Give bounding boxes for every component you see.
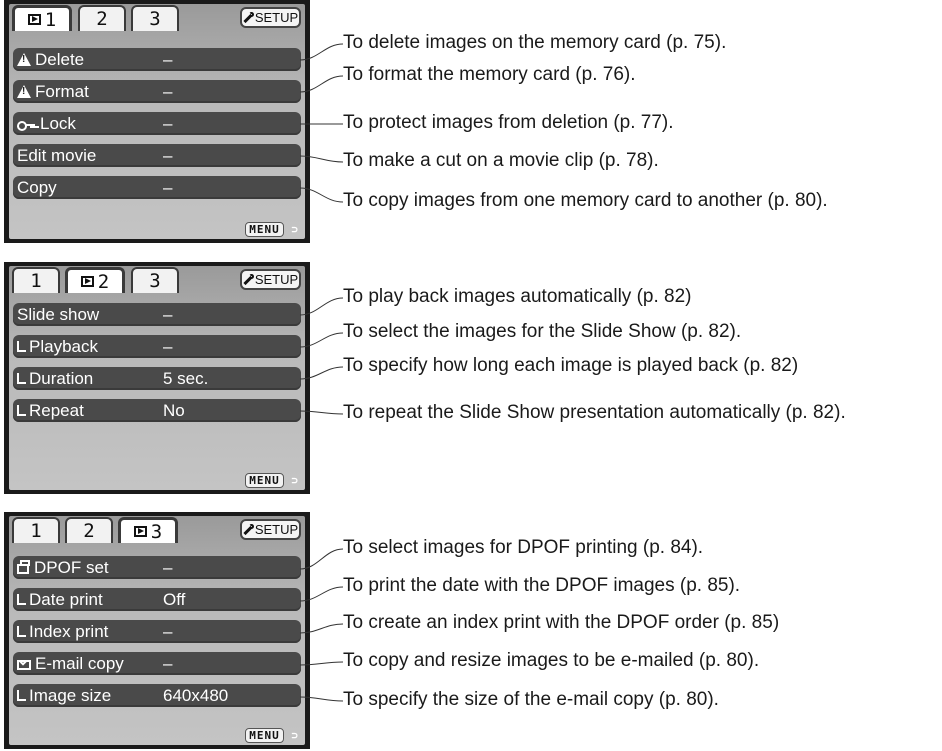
return-arrow-icon: ⊃: [283, 729, 299, 742]
row-label: Index print: [29, 622, 109, 641]
row-label: Format: [35, 82, 89, 101]
row-label: Copy: [17, 178, 57, 197]
description-text: To select the images for the Slide Show (p. 82).: [343, 321, 742, 342]
leader-line: [300, 188, 343, 202]
tab-label: 2: [83, 520, 95, 542]
row-label: Duration: [29, 369, 94, 388]
leader-line: [300, 662, 343, 665]
description-text: To create an index print with the DPOF order (p. 85): [343, 612, 780, 633]
row-label: Playback: [29, 337, 98, 356]
leader-line: [300, 697, 343, 701]
leader-line: [300, 44, 343, 60]
row-value: 640x480: [163, 686, 229, 705]
description-text: To specify how long each image is played back (p. 82): [343, 355, 799, 376]
row-value: –: [163, 337, 173, 356]
row-value: –: [163, 82, 173, 101]
setup-label: SETUP: [254, 10, 299, 25]
leader-line: [300, 333, 343, 347]
return-arrow-icon: ⊃: [283, 474, 299, 487]
leader-line: [300, 411, 343, 414]
description-text: To copy and resize images to be e-mailed (p. 80).: [343, 650, 760, 671]
row-label: Edit movie: [17, 146, 97, 165]
tab-label: 2: [97, 270, 110, 293]
row-value: Off: [163, 590, 186, 609]
row-value: –: [163, 146, 173, 165]
tab-label: 3: [150, 520, 163, 543]
leader-line: [300, 367, 343, 379]
leader-line: [300, 587, 343, 601]
tab-label: 1: [30, 520, 42, 542]
leader-line: [300, 549, 343, 569]
row-value: –: [163, 50, 173, 69]
menu-label: MENU: [245, 222, 284, 237]
row-value: –: [163, 558, 173, 577]
row-label: Lock: [40, 114, 76, 133]
setup-label: SETUP: [254, 522, 299, 537]
description-text: To delete images on the memory card (p. 75).: [343, 32, 727, 53]
row-label: Image size: [29, 686, 112, 705]
row-value: –: [163, 622, 173, 641]
setup-label: SETUP: [254, 272, 299, 287]
row-value: 5 sec.: [163, 369, 209, 388]
leader-line: [300, 156, 343, 162]
tab-label: 3: [149, 270, 161, 292]
description-text: To print the date with the DPOF images (p. 85).: [343, 575, 741, 596]
leader-line: [300, 298, 343, 315]
description-text: To make a cut on a movie clip (p. 78).: [343, 150, 659, 171]
row-value: –: [163, 178, 173, 197]
row-label: Repeat: [29, 401, 84, 420]
row-label: E-mail copy: [35, 654, 124, 673]
row-value: No: [163, 401, 185, 420]
tab-label: 3: [149, 8, 161, 30]
row-value: –: [163, 654, 173, 673]
row-value: –: [163, 305, 173, 324]
tab-label: 1: [30, 270, 42, 292]
return-arrow-icon: ⊃: [283, 223, 299, 236]
description-text: To specify the size of the e-mail copy (p. 80).: [343, 689, 719, 710]
leader-line: [300, 624, 343, 633]
tab-label: 2: [96, 8, 108, 30]
row-label: Delete: [35, 50, 85, 69]
row-label: DPOF set: [34, 558, 109, 577]
menu-label: MENU: [245, 473, 284, 488]
description-text: To protect images from deletion (p. 77).: [343, 112, 674, 133]
row-label: Date print: [29, 590, 103, 609]
row-label: Slide show: [17, 305, 100, 324]
description-text: To format the memory card (p. 76).: [343, 64, 636, 85]
menu-label: MENU: [245, 728, 284, 743]
row-value: –: [163, 114, 173, 133]
description-text: To play back images automatically (p. 82): [343, 286, 692, 307]
description-text: To copy images from one memory card to another (p. 80).: [343, 190, 828, 211]
tab-label: 1: [44, 8, 57, 31]
leader-line: [300, 76, 343, 92]
description-text: To select images for DPOF printing (p. 84).: [343, 537, 704, 558]
description-text: To repeat the Slide Show presentation automatically (p. 82).: [343, 402, 846, 423]
